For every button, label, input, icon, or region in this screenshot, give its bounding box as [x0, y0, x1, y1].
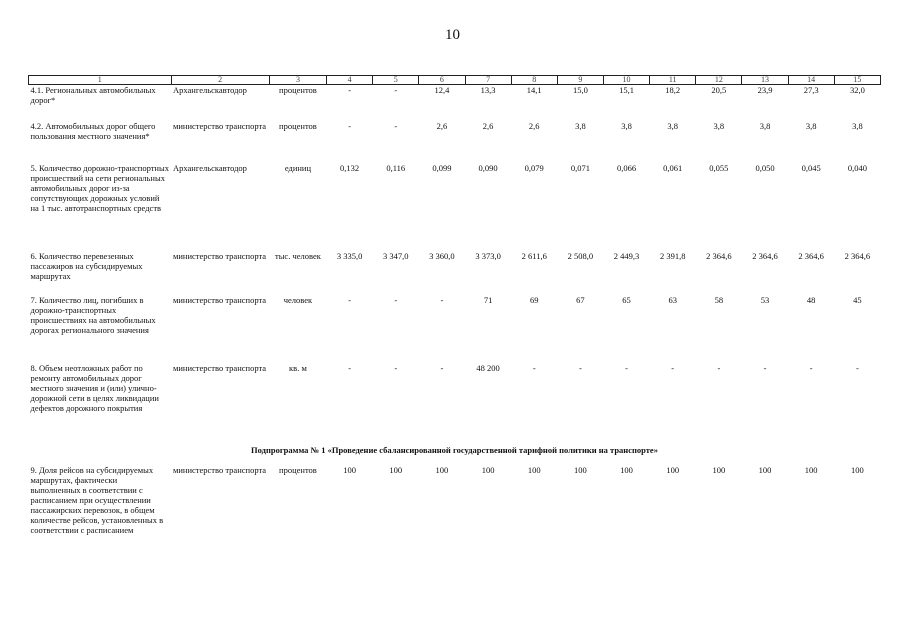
indicator-value: 100 [574, 464, 587, 475]
responsible-executor: министерство транспорта [173, 464, 267, 475]
indicator-row [29, 121, 881, 163]
indicator-value: 32,0 [849, 85, 865, 95]
indicator-value: 2 364,6 [798, 250, 824, 261]
indicator-value: 100 [712, 464, 726, 475]
indicator-value: 0,071 [570, 162, 590, 173]
indicator-value: 0,066 [616, 162, 637, 173]
indicator-value: 3,8 [805, 120, 817, 131]
indicator-row [29, 85, 881, 121]
indicator-value: 2 364,6 [752, 250, 778, 261]
indicator-row [29, 163, 881, 251]
responsible-executor: министерство транспорта [173, 294, 267, 305]
subprogram-row [29, 437, 881, 465]
column-number-header: 7 [465, 76, 511, 85]
indicator-value: - [532, 362, 536, 373]
column-number-header: 14 [788, 76, 834, 85]
indicator-value: - [809, 362, 813, 373]
indicator-row [29, 295, 881, 363]
column-number-header: 6 [419, 76, 465, 85]
indicator-value: - [394, 294, 398, 305]
responsible-executor: Архангельскавтодор [173, 85, 247, 95]
indicator-value: 15,0 [572, 85, 588, 95]
indicator-value: - [671, 362, 675, 373]
indicator-value: 2,6 [528, 120, 540, 131]
indicator-name: 9. Доля рейсов на субсидируемых маршрутах, фактически выполненных в соответствии с расписанием при осуществлении пассажирских перевозок, в общем количестве рейсов, установленных в соответствии с расписанием [30, 464, 164, 535]
page-number: 10 [445, 27, 460, 43]
unit-of-measure: человек [283, 294, 313, 305]
indicator-name: 6. Количество перевезенных пассажиров на субсидируемых маршрутах [30, 250, 143, 281]
indicator-value: 3,8 [667, 120, 679, 131]
unit-of-measure: процентов [279, 120, 317, 131]
indicator-value: - [348, 85, 352, 95]
indicator-value: 3,8 [575, 120, 586, 131]
indicator-value: 0,050 [755, 162, 775, 173]
indicator-value: 2,6 [436, 120, 448, 131]
indicator-value: 58 [714, 294, 724, 305]
indicator-value: 27,3 [803, 85, 819, 95]
indicator-value: 100 [389, 464, 403, 475]
indicator-value: 67 [576, 294, 585, 305]
indicator-value: 3 373,0 [475, 250, 501, 261]
indicator-value: 100 [435, 464, 449, 475]
indicator-value: 3,8 [713, 120, 725, 131]
indicator-value: 100 [666, 464, 680, 475]
indicator-value: 14,1 [526, 85, 542, 95]
indicator-value: 20,5 [711, 85, 727, 95]
indicator-value: 2 364,6 [706, 250, 732, 261]
indicator-value: - [348, 294, 352, 305]
indicator-value: 65 [622, 294, 631, 305]
column-number-header: 10 [603, 76, 649, 85]
indicator-value: 48 200 [476, 362, 500, 373]
indicator-value: 2 508,0 [567, 250, 594, 261]
indicator-value: 0,040 [847, 162, 867, 173]
indicator-value: 100 [527, 464, 541, 475]
indicator-name: 5. Количество дорожно-транспортных происшествий на сети региональных автомобильных дорог из-за сопутствующих дорожных условий на 1 тыс. автотранспортных средств [30, 162, 169, 213]
indicator-value: - [625, 362, 628, 373]
indicator-name: 8. Объем неотложных работ по ремонту автомобильных дорог местного значения и (или) улично-дорожной сети в целях ликвидации дефектов дорожного покрытия [30, 362, 159, 413]
indicator-value: 0,116 [386, 162, 406, 173]
responsible-executor: министерство транспорта [173, 250, 267, 261]
indicator-value: - [763, 362, 767, 373]
responsible-executor: министерство транспорта [173, 362, 267, 373]
indicator-value: 0,055 [709, 162, 729, 173]
indicator-value: 3,8 [852, 120, 863, 131]
indicator-value: 23,9 [757, 85, 773, 95]
column-number-header: 11 [650, 76, 696, 85]
indicator-name: 4.1. Региональных автомобильных дорог* [30, 85, 156, 105]
indicator-value: 53 [760, 294, 770, 305]
indicator-value: 2 364,6 [844, 250, 871, 261]
indicator-value: 15,1 [619, 85, 634, 95]
unit-of-measure: кв. м [289, 362, 307, 373]
indicator-value: 2 611,6 [521, 250, 547, 261]
indicator-value: 3 335,0 [336, 250, 363, 261]
indicator-value: 3,8 [621, 120, 632, 131]
unit-of-measure: тыс. человек [275, 250, 321, 261]
indicator-value: 3 347,0 [383, 250, 409, 261]
indicator-value: 0,090 [478, 162, 498, 173]
indicator-value: - [394, 120, 398, 131]
indicator-name: 4.2. Автомобильных дорог общего пользования местного значения* [30, 120, 156, 141]
indicator-value: - [394, 362, 398, 373]
indicator-value: - [348, 362, 352, 373]
indicator-value: 3 360,0 [429, 250, 455, 261]
indicator-value: 0,061 [663, 162, 683, 173]
column-number-header: 2 [171, 76, 269, 85]
unit-of-measure: единиц [284, 162, 312, 173]
indicator-value: 0,099 [432, 162, 452, 173]
indicator-row [29, 363, 881, 437]
indicator-value: 13,3 [480, 85, 496, 95]
indicator-value: 2 449,3 [613, 250, 640, 261]
indicator-name: 7. Количество лиц, погибших в дорожно-транспортных происшествиях на автомобильных дорогах регионального значения [30, 294, 156, 335]
indicator-row [29, 251, 881, 295]
unit-of-measure: процентов [279, 464, 317, 475]
unit-of-measure: процентов [279, 85, 317, 95]
indicator-value: 100 [804, 464, 818, 475]
indicator-value: 18,2 [665, 85, 681, 95]
indicator-value: 0,132 [340, 162, 360, 173]
indicator-value: 100 [851, 464, 864, 475]
column-number-header: 4 [327, 76, 373, 85]
column-number-header: 8 [511, 76, 557, 85]
indicator-value: - [348, 120, 352, 131]
responsible-executor: министерство транспорта [173, 120, 267, 131]
indicator-value: 12,4 [434, 85, 450, 95]
indicator-value: 0,079 [524, 162, 544, 173]
column-number-header: 5 [373, 76, 419, 85]
column-number-header: 15 [834, 76, 880, 85]
indicator-value: 69 [529, 294, 539, 305]
indicator-row [29, 465, 881, 565]
indicator-value: - [440, 362, 444, 373]
table-header-row [29, 76, 881, 85]
column-number-header: 1 [29, 76, 172, 85]
indicator-value: 71 [483, 294, 493, 305]
indicator-value: 100 [758, 464, 772, 475]
column-number-header: 9 [557, 76, 603, 85]
indicator-value: - [440, 294, 444, 305]
indicator-value: 100 [481, 464, 495, 475]
indicator-value: - [855, 362, 859, 373]
column-number-header: 13 [742, 76, 788, 85]
indicator-value: 3,8 [759, 120, 771, 131]
column-number-header: 3 [269, 76, 326, 85]
indicator-value: 48 [806, 294, 816, 305]
indicator-value: 100 [343, 464, 356, 475]
indicator-value: - [717, 362, 721, 373]
indicator-value: - [578, 362, 582, 373]
indicator-value: 2,6 [482, 120, 494, 131]
indicator-table [28, 75, 881, 565]
subprogram-title: Подпрограмма № 1 «Проведение сбалансированной государственной тарифной политики на транспорте» [251, 444, 658, 455]
column-number-header: 12 [696, 76, 742, 85]
indicator-value: 45 [853, 294, 862, 305]
indicator-value: - [394, 85, 398, 95]
responsible-executor: Архангельскавтодор [173, 162, 247, 173]
indicator-value: 2 391,8 [659, 250, 686, 261]
indicator-value: 100 [620, 464, 633, 475]
indicator-value: 63 [668, 294, 677, 305]
indicator-value: 0,045 [801, 162, 821, 173]
